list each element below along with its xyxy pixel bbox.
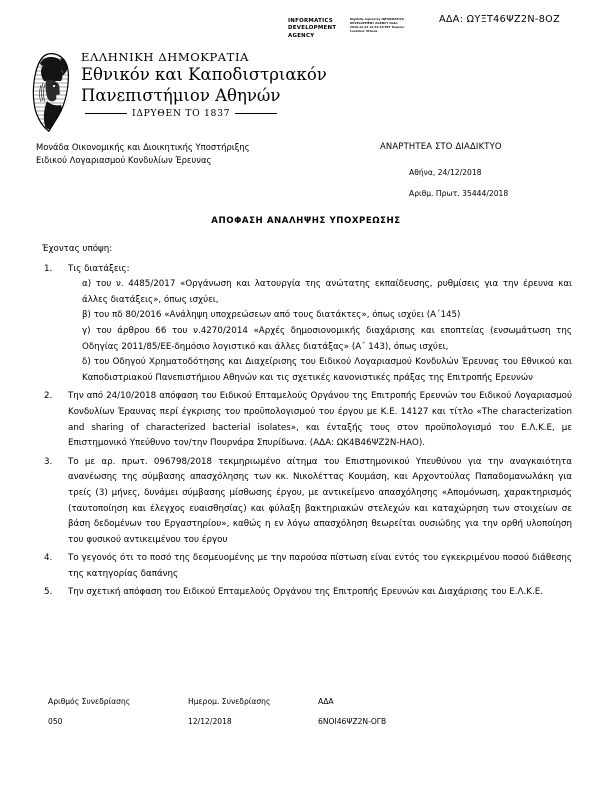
place-and-date: Αθήνα, 24/12/2018 [409,168,482,177]
clause-item-1 [42,262,572,387]
clause-2-number: 2. [44,391,53,402]
unit-line-2: Ειδικού Λογαριασμού Κονδυλίων Έρευνας [36,155,212,165]
clause-5-text: Την σχετική απόφαση του Ειδικού Επταμελούς Οργάνου της Επιτροπής Ερευνών και Διαχάρισης του Ε.Λ.Κ.Ε. [68,587,543,598]
clause-1c: γ) του άρθρου 66 του ν.4270/2014 «Αρχές δημοσιονομικής διαχάρισης και εποπτείας (ενσωμάτωση της Οδηγίας 2011/85/ΕΕ-δημόσιο λογιστικό και άλλες διατάξας» (Α΄ 143), όπως ισχύει, [82,325,572,352]
header-session-date: Ημερομ. Συνεδρίασης [188,697,271,706]
clause-item-3 [42,455,572,549]
stamp-agency-label: INFORMATICS DEVELOPMENT AGENCY [288,18,337,39]
value-session-date: 12/12/2018 [188,717,232,726]
clause-item-4 [42,551,572,582]
university-title-line2: Πανεπιστήμιον Αθηνών [81,86,281,105]
founded-rule-right [235,113,277,114]
clause-4-number: 4. [44,553,53,564]
unit-block [36,141,250,167]
protocol-number: Αριθμ. Πρωτ. 35444/2018 [409,189,509,198]
header-ada: ΑΔΑ [318,697,334,706]
session-table-value-row [48,712,468,732]
clause-1b: β) του πδ 80/2016 «Ανάληψη υποχρεώσεων από τους διατάκτες», όπως ισχύει (Α΄145) [82,310,461,321]
clause-2-text: Την από 24/10/2018 απόφαση του Ειδικού Επταμελούς Οργάνου της Επιτροπής Ερευνών του Ειδικού Λογαριασμού Κονδυλίων Έραυνας περί έγκρισης του προϋπολογισμού του έργου με Κ.Ε. 14127 και τίτλο «The characterization and sharing of characterized bacterial isolates», και ένταξής τους στον προϋπολογισμό του Ε.Λ.Κ.Ε, με Επιστημονικό Υπεύθυνο τον/την Πουρνάρα Σπυρίδωνα. (ΑΔΑ: ΩΚ4Β46ΨΖ2Ν-ΗΑΟ). [68,391,572,449]
letterhead-titles [81,48,327,120]
clause-1d: δ) του Οδηγού Χρηματοδότησης και Διαχείρισης του Ειδικού Λογαριασμού Κονδυλών Έρευνας του Εθνικού και Καποδιστριακού Πανεπιστήμιου Αθηνών και τις σχετικές κανονιστικές πράξας της Επιτροπής Ερευνών [82,357,572,383]
founded-line [81,107,327,120]
founded-rule-left [85,113,127,114]
republic-title: ΕΛΛΗΝΙΚΗ ΔΗΜΟΚΡΑΤΙΑ [81,50,250,64]
session-footer [48,692,468,732]
clause-list [42,262,572,601]
unit-line-1: Μονάδα Οικονομικής και Διοικητικής Υποστήριξης [36,142,250,152]
clause-3-text: Το με αρ. πρωτ. 096798/2018 τεκμηριωμένο αίτημα του Επιστημονικού Υπευθύνου για την αναγκαιότητα ανανέωσης της σύμβασης απασχόλησης των κκ. Νικολέττας Κουμάση, και Αρχοντούλας Παπαδομανωλάκη για τρείς (3) μήνες, δυνάμει σύμβασης μίσθωσης έργου, με αντικείμενο απασχόλησης «Απομόνωση, χαρακτηρισμός (ταυτοποίηση και έλεγχος ευαισθησίας) και φύλαξη βακτηριακών στελεχών και καταχώρηση των στοιχείων σε βάση δεδομένων του Εργαστηρίου», καθώς η εν λόγω απασχόληση θεωρείται ουσιώδης για την ορθή υλοποίηση του φυσικού αντικειμένου του έργου [68,456,572,545]
university-crest-icon [30,51,72,135]
header-session-number: Αριθμός Συνεδρίασης [48,697,131,706]
clause-4-text: Το γεγονός ότι το ποσό της δεσμευομένης με την παρούσα πίστωση είναι εντός του εγκεκριμένου ποσού διάθεσης της κατηγορίας δαπάνης [68,553,572,579]
value-ada: 6ΝΟΙ46ΨΖ2Ν-ΟΓΒ [318,717,387,726]
letterhead [30,48,390,135]
preamble-text: Έχοντας υπόψη: [42,244,113,254]
document-body [42,242,572,604]
session-table [48,692,468,732]
clause-3-number: 3. [44,456,53,467]
session-table-header-row [48,692,468,712]
value-session-number: 050 [48,717,63,726]
clause-1-number: 1. [44,263,53,274]
founded-text: ΙΔΡΥΘΕΝ ΤΟ 1837 [132,108,231,119]
clause-5-number: 5. [44,587,53,598]
document-title: ΑΠΟΦΑΣΗ ΑΝΑΛΗΨΗΣ ΥΠΟΧΡΕΩΣΗΣ [211,216,401,226]
publication-notice: ΑΝΑΡΤΗΤΕΑ ΣΤΟ ΔΙΑΔΙΚΤΥΟ [380,141,502,151]
ada-top-code: ΑΔΑ: ΩΥΞΤ46ΨΖ2Ν-8ΟΖ [438,14,560,25]
clause-1a: α) του ν. 4485/2017 «Οργάνωση και λατουργία της ανώτατης εκπαίδευσης, ρυθμίσεις για την έρευνα και άλλες διατάξεις», όπως ισχύει, [82,279,572,305]
stamp-signature-details: Digitally signed by INFORMATICS DEVELOPMENT AGENCY Date: 2018.12.24 12:31:18 EET Reason: Location: Athens [350,17,405,33]
clause-1-lead: Τις διατάξεις: [68,263,130,274]
university-title-line1: Εθνικόν και Καποδιστριακόν [81,65,327,84]
clause-item-2 [42,389,572,451]
clause-item-5 [42,585,572,601]
digital-signature-stamp [288,18,412,40]
clause-1-subitems [68,277,572,386]
